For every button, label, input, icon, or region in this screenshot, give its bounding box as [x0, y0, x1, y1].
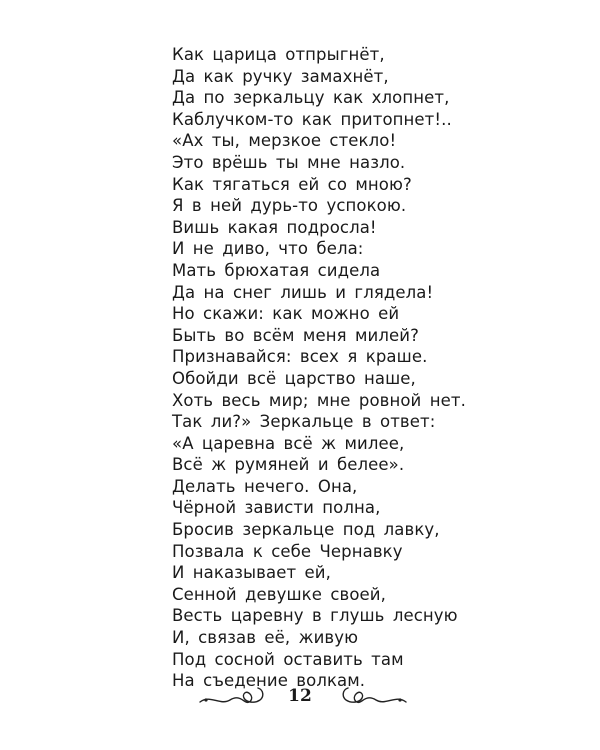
poem-line: Это врёшь ты мне назло. — [172, 152, 406, 172]
poem-line: Я в ней дурь-то успокою. — [172, 196, 407, 216]
poem-line: Так ли?» Зеркальце в ответ: — [172, 412, 436, 432]
poem-line: Позвала к себе Чернавку — [172, 541, 403, 561]
poem-line: Сенной девушке своей, — [172, 584, 386, 604]
poem-line: Обойди всё царство наше, — [172, 368, 416, 388]
poem-line: Быть во всём меня милей? — [172, 325, 419, 345]
poem-line: Мать брюхатая сидела — [172, 260, 381, 280]
left-flourish-icon — [198, 682, 268, 710]
poem-line: Всё ж румяней и белее». — [172, 455, 405, 475]
poem-line: Делать нечего. Она, — [172, 476, 358, 496]
poem-line: Да как ручку замахнёт, — [172, 66, 389, 86]
right-flourish-icon — [338, 682, 408, 710]
poem-line: И, связав её, живую — [172, 628, 359, 648]
poem-line: Каблучком-то как притопнет!.. — [172, 109, 452, 129]
poem-line: И не диво, что бела: — [172, 239, 364, 259]
poem-line: «Ах ты, мерзкое стекло! — [172, 131, 397, 151]
poem-line: Признавайся: всех я краше. — [172, 347, 428, 367]
poem-line: И наказывает ей, — [172, 563, 331, 583]
poem-line: Да на снег лишь и глядела! — [172, 282, 434, 302]
poem-line: Под сосной оставить там — [172, 649, 404, 669]
poem-line: Да по зеркальцу как хлопнет, — [172, 88, 450, 108]
poem-line: Весть царевну в глушь лесную — [172, 606, 458, 626]
poem-line: Чёрной зависти полна, — [172, 498, 381, 518]
poem-line: Хоть весь мир; мне ровной нет. — [172, 390, 466, 410]
poem-line: На съедение волкам. — [172, 671, 366, 691]
poem-line: Вишь какая подросла! — [172, 217, 377, 237]
page-number: 12 — [288, 686, 312, 706]
poem-line: Бросив зеркальце под лавку, — [172, 520, 440, 540]
poem-text — [172, 44, 572, 692]
poem-line: Как тягаться ей со мною? — [172, 174, 412, 194]
poem-line: Но скажи: как можно ей — [172, 304, 400, 324]
poem-line: Как царица отпрыгнёт, — [172, 45, 385, 64]
page-footer — [0, 680, 600, 716]
poem-line: «А царевна всё ж милее, — [172, 433, 405, 453]
